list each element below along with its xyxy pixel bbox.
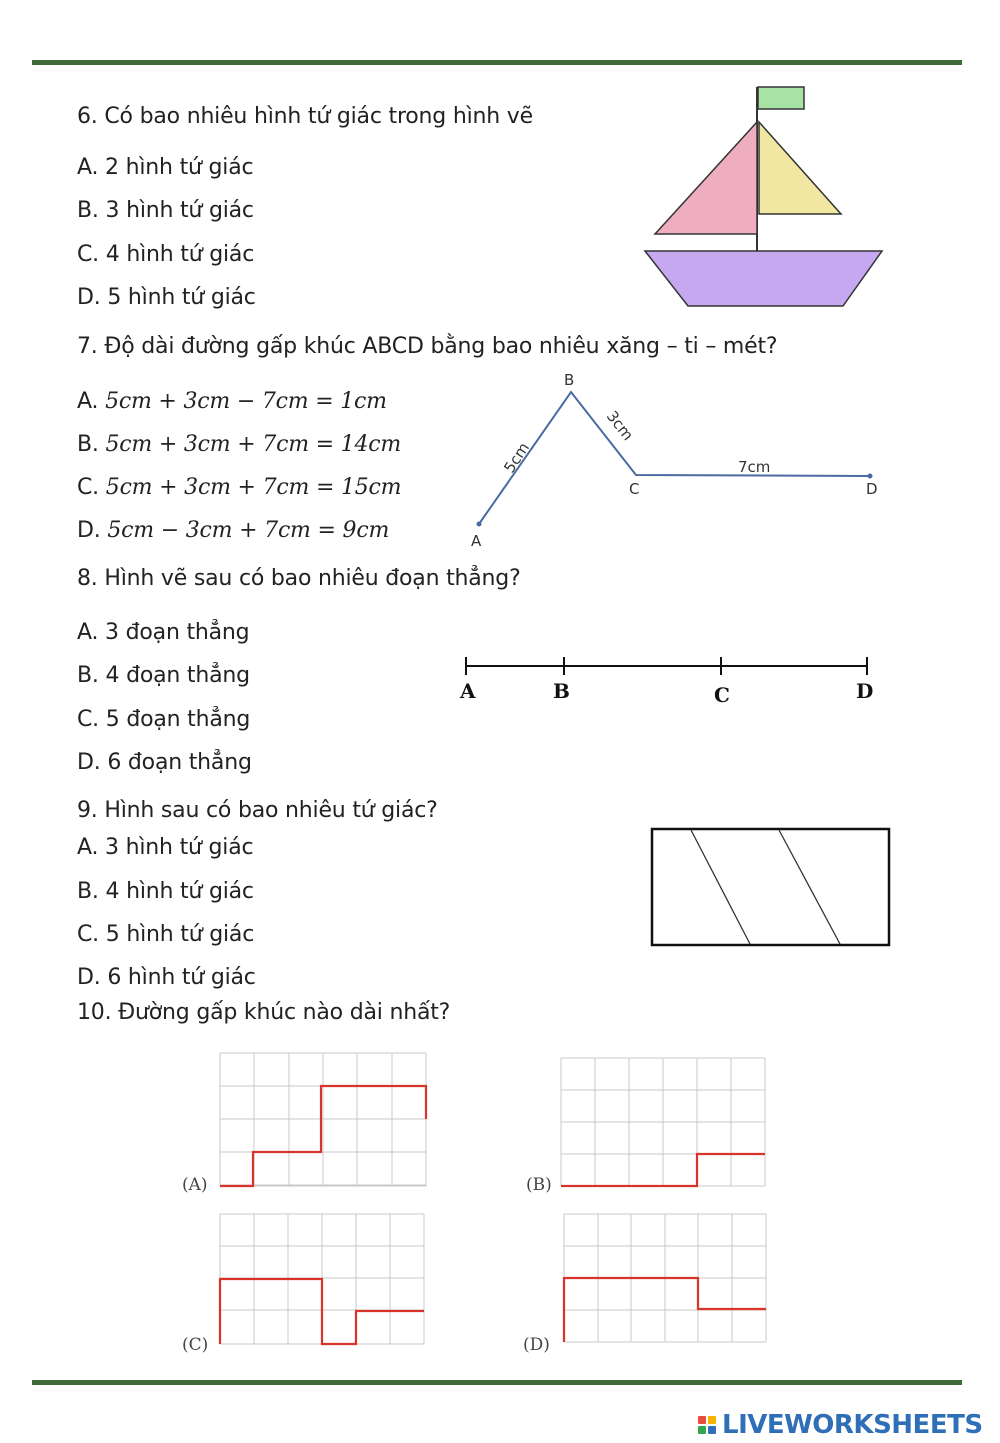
grid-label-b: (B) — [526, 1175, 552, 1195]
bottom-rule — [32, 1380, 962, 1385]
q7-option-c-expr: 5cm + 3cm + 7cm = 15cm — [105, 475, 402, 500]
grid-c — [220, 1214, 424, 1344]
q6-option-d[interactable]: D. 5 hình tứ giác — [77, 285, 256, 310]
q8-option-b[interactable]: B. 4 đoạn thẳng — [77, 663, 250, 688]
boat-left-sail — [655, 122, 757, 234]
label-a: A — [471, 532, 482, 550]
q7-option-a-letter: A. — [77, 389, 99, 414]
q7-option-d-letter: D. — [77, 518, 101, 543]
q10-question: 10. Đường gấp khúc nào dài nhất? — [77, 1000, 451, 1025]
top-rule — [32, 60, 962, 65]
q6-option-c[interactable]: C. 4 hình tứ giác — [77, 242, 255, 267]
q7-option-a-expr: 5cm + 3cm − 7cm = 1cm — [105, 389, 387, 414]
seg-label-a: A — [460, 679, 476, 703]
q9-option-c[interactable]: C. 5 hình tứ giác — [77, 922, 255, 947]
q6-question: 6. Có bao nhiêu hình tứ giác trong hình vẽ — [77, 104, 533, 129]
grid-paths-figure — [178, 1048, 798, 1368]
path-c — [220, 1279, 424, 1344]
point-a — [477, 522, 482, 527]
q6-option-b[interactable]: B. 3 hình tứ giác — [77, 198, 254, 223]
q7-option-c-letter: C. — [77, 475, 99, 500]
grid-a — [220, 1053, 426, 1186]
q8-option-d[interactable]: D. 6 đoạn thẳng — [77, 750, 252, 775]
grid-label-d: (D) — [523, 1335, 550, 1355]
grid-d — [564, 1214, 766, 1342]
segment-abcd-figure — [455, 650, 885, 710]
q7-option-d[interactable] — [77, 518, 389, 544]
q8-option-a[interactable]: A. 3 đoạn thẳng — [77, 620, 250, 645]
boat-right-sail — [759, 122, 841, 214]
q7-option-d-expr: 5cm − 3cm + 7cm = 9cm — [107, 518, 390, 543]
polyline-abcd-figure — [460, 366, 900, 556]
q9-option-b[interactable]: B. 4 hình tứ giác — [77, 879, 254, 904]
liveworksheets-logo[interactable] — [698, 1410, 983, 1440]
q7-question: 7. Độ dài đường gấp khúc ABCD bằng bao nhiêu xăng – ti – mét? — [77, 334, 778, 359]
label-c: C — [629, 480, 640, 498]
q7-option-c[interactable] — [77, 475, 401, 501]
q7-option-b[interactable] — [77, 432, 401, 458]
logo-squares-icon — [698, 1416, 716, 1434]
polyline-abcd — [479, 392, 870, 524]
sailboat-figure — [640, 84, 890, 314]
q9-question: 9. Hình sau có bao nhiêu tứ giác? — [77, 798, 438, 823]
q7-option-b-letter: B. — [77, 432, 99, 457]
label-cd-length: 7cm — [738, 458, 771, 476]
boat-flag — [758, 87, 804, 109]
label-b: B — [564, 371, 575, 389]
q9-option-a[interactable]: A. 3 hình tứ giác — [77, 835, 254, 860]
seg-label-d: D — [856, 679, 874, 703]
seg-label-c: C — [714, 683, 730, 707]
seg-label-b: B — [553, 679, 570, 703]
q8-option-c[interactable]: C. 5 đoạn thẳng — [77, 707, 251, 732]
q7-option-b-expr: 5cm + 3cm + 7cm = 14cm — [105, 432, 402, 457]
grid-b — [561, 1058, 765, 1186]
label-bc-length: 3cm — [602, 407, 637, 444]
label-d: D — [866, 480, 878, 498]
q6-option-a[interactable]: A. 2 hình tứ giác — [77, 155, 254, 180]
boat-hull — [645, 251, 882, 306]
grid-label-c: (C) — [182, 1335, 209, 1355]
q8-question: 8. Hình vẽ sau có bao nhiêu đoạn thẳng? — [77, 566, 521, 591]
outer-rectangle — [652, 829, 889, 945]
q9-option-d[interactable]: D. 6 hình tứ giác — [77, 965, 256, 990]
rectangle-figure — [650, 827, 892, 949]
label-ab-length: 5cm — [500, 439, 534, 477]
q7-option-a[interactable] — [77, 389, 387, 415]
logo-text: LIVEWORKSHEETS — [722, 1410, 983, 1440]
grid-label-a: (A) — [182, 1175, 208, 1195]
point-d — [868, 474, 873, 479]
